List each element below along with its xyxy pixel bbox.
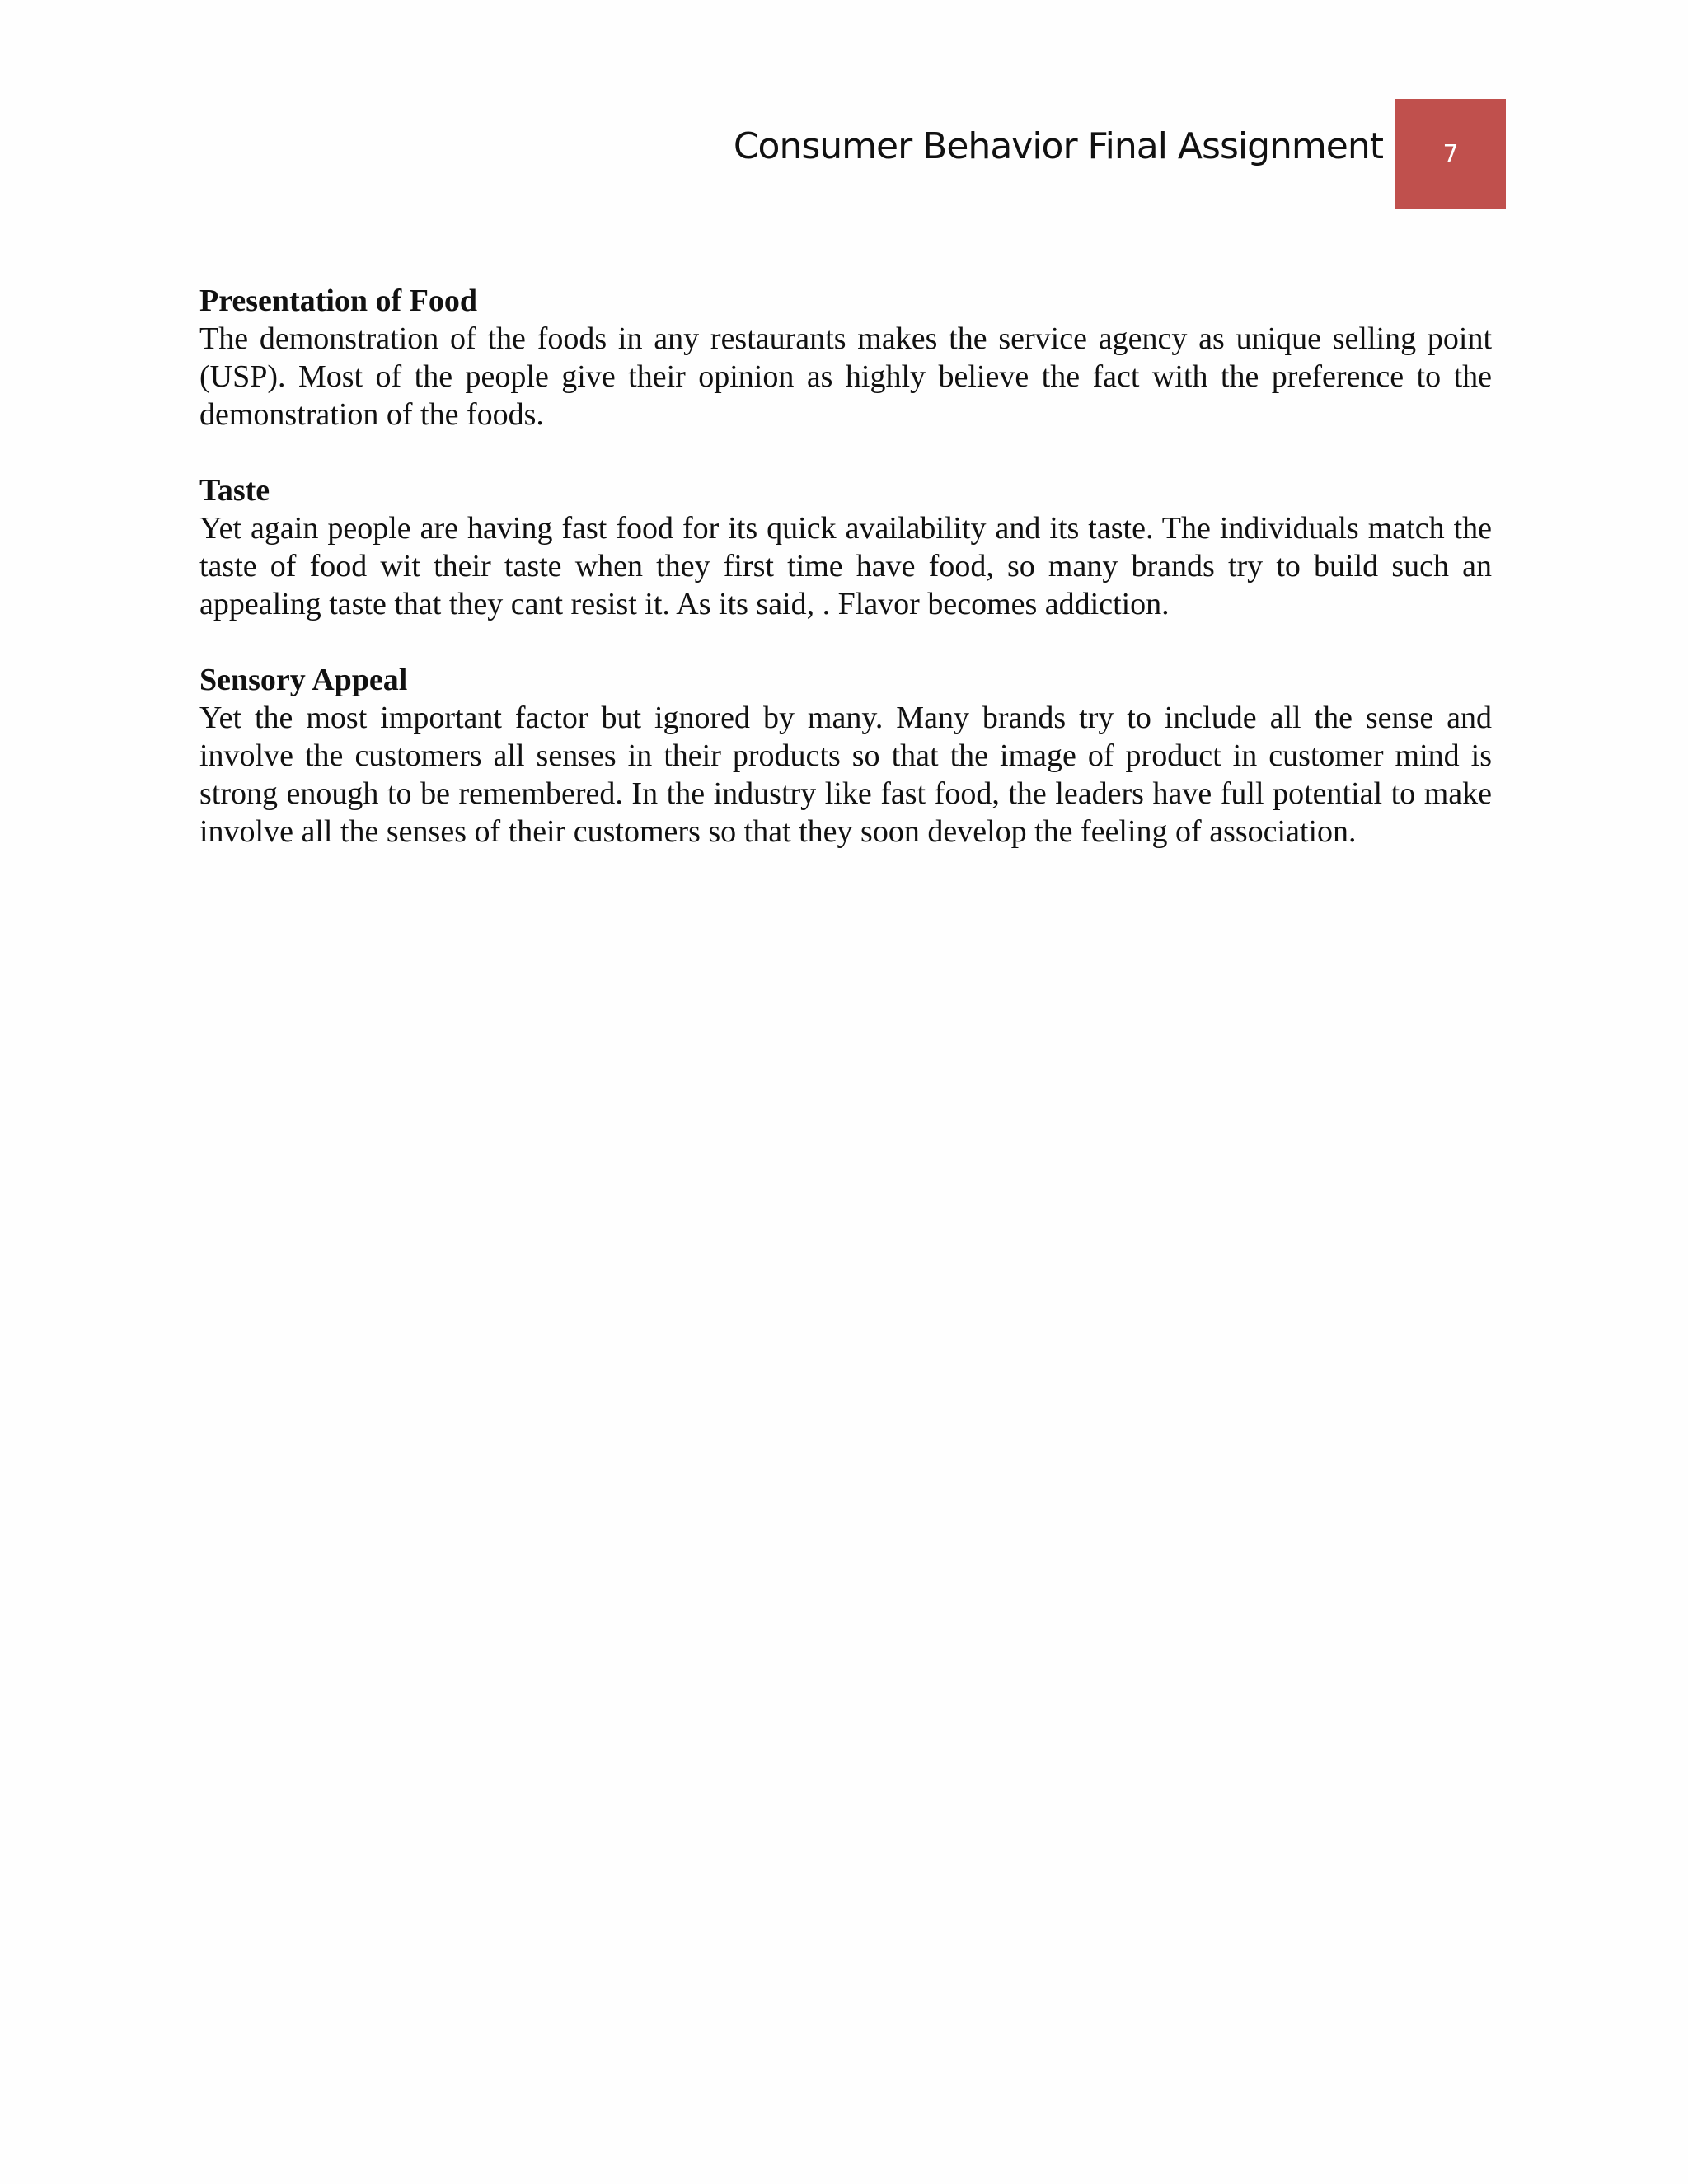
section-presentation-of-food — [199, 282, 1492, 434]
document-body — [199, 282, 1492, 888]
running-header-title: Consumer Behavior Final Assignment — [733, 125, 1383, 167]
section-paragraph: Yet the most important factor but ignored by many. Many brands try to include all the sense and involve the customers all senses in their products so that the image of product in customer mind is strong enough to be remembered. In the industry like fast food, the leaders have full potential to make involve all the senses of their customers so that they soon develop the feeling of association. — [199, 701, 1492, 849]
section-paragraph: The demonstration of the foods in any restaurants makes the service agency as unique selling point (USP). Most of the people give their opinion as highly believe the fact with the preference to the demonstration of the foods. — [199, 321, 1492, 432]
section-sensory-appeal — [199, 661, 1492, 851]
section-taste — [199, 471, 1492, 623]
section-heading: Taste — [199, 473, 270, 508]
page-number-badge: 7 — [1395, 99, 1506, 209]
section-heading: Sensory Appeal — [199, 663, 408, 697]
section-paragraph: Yet again people are having fast food for its quick availability and its taste. The individuals match the taste of food wit their taste when they first time have food, so many brands try to build such an appealing taste that they cant resist it. As its said, . Flavor becomes addiction. — [199, 511, 1492, 621]
section-heading: Presentation of Food — [199, 284, 478, 318]
